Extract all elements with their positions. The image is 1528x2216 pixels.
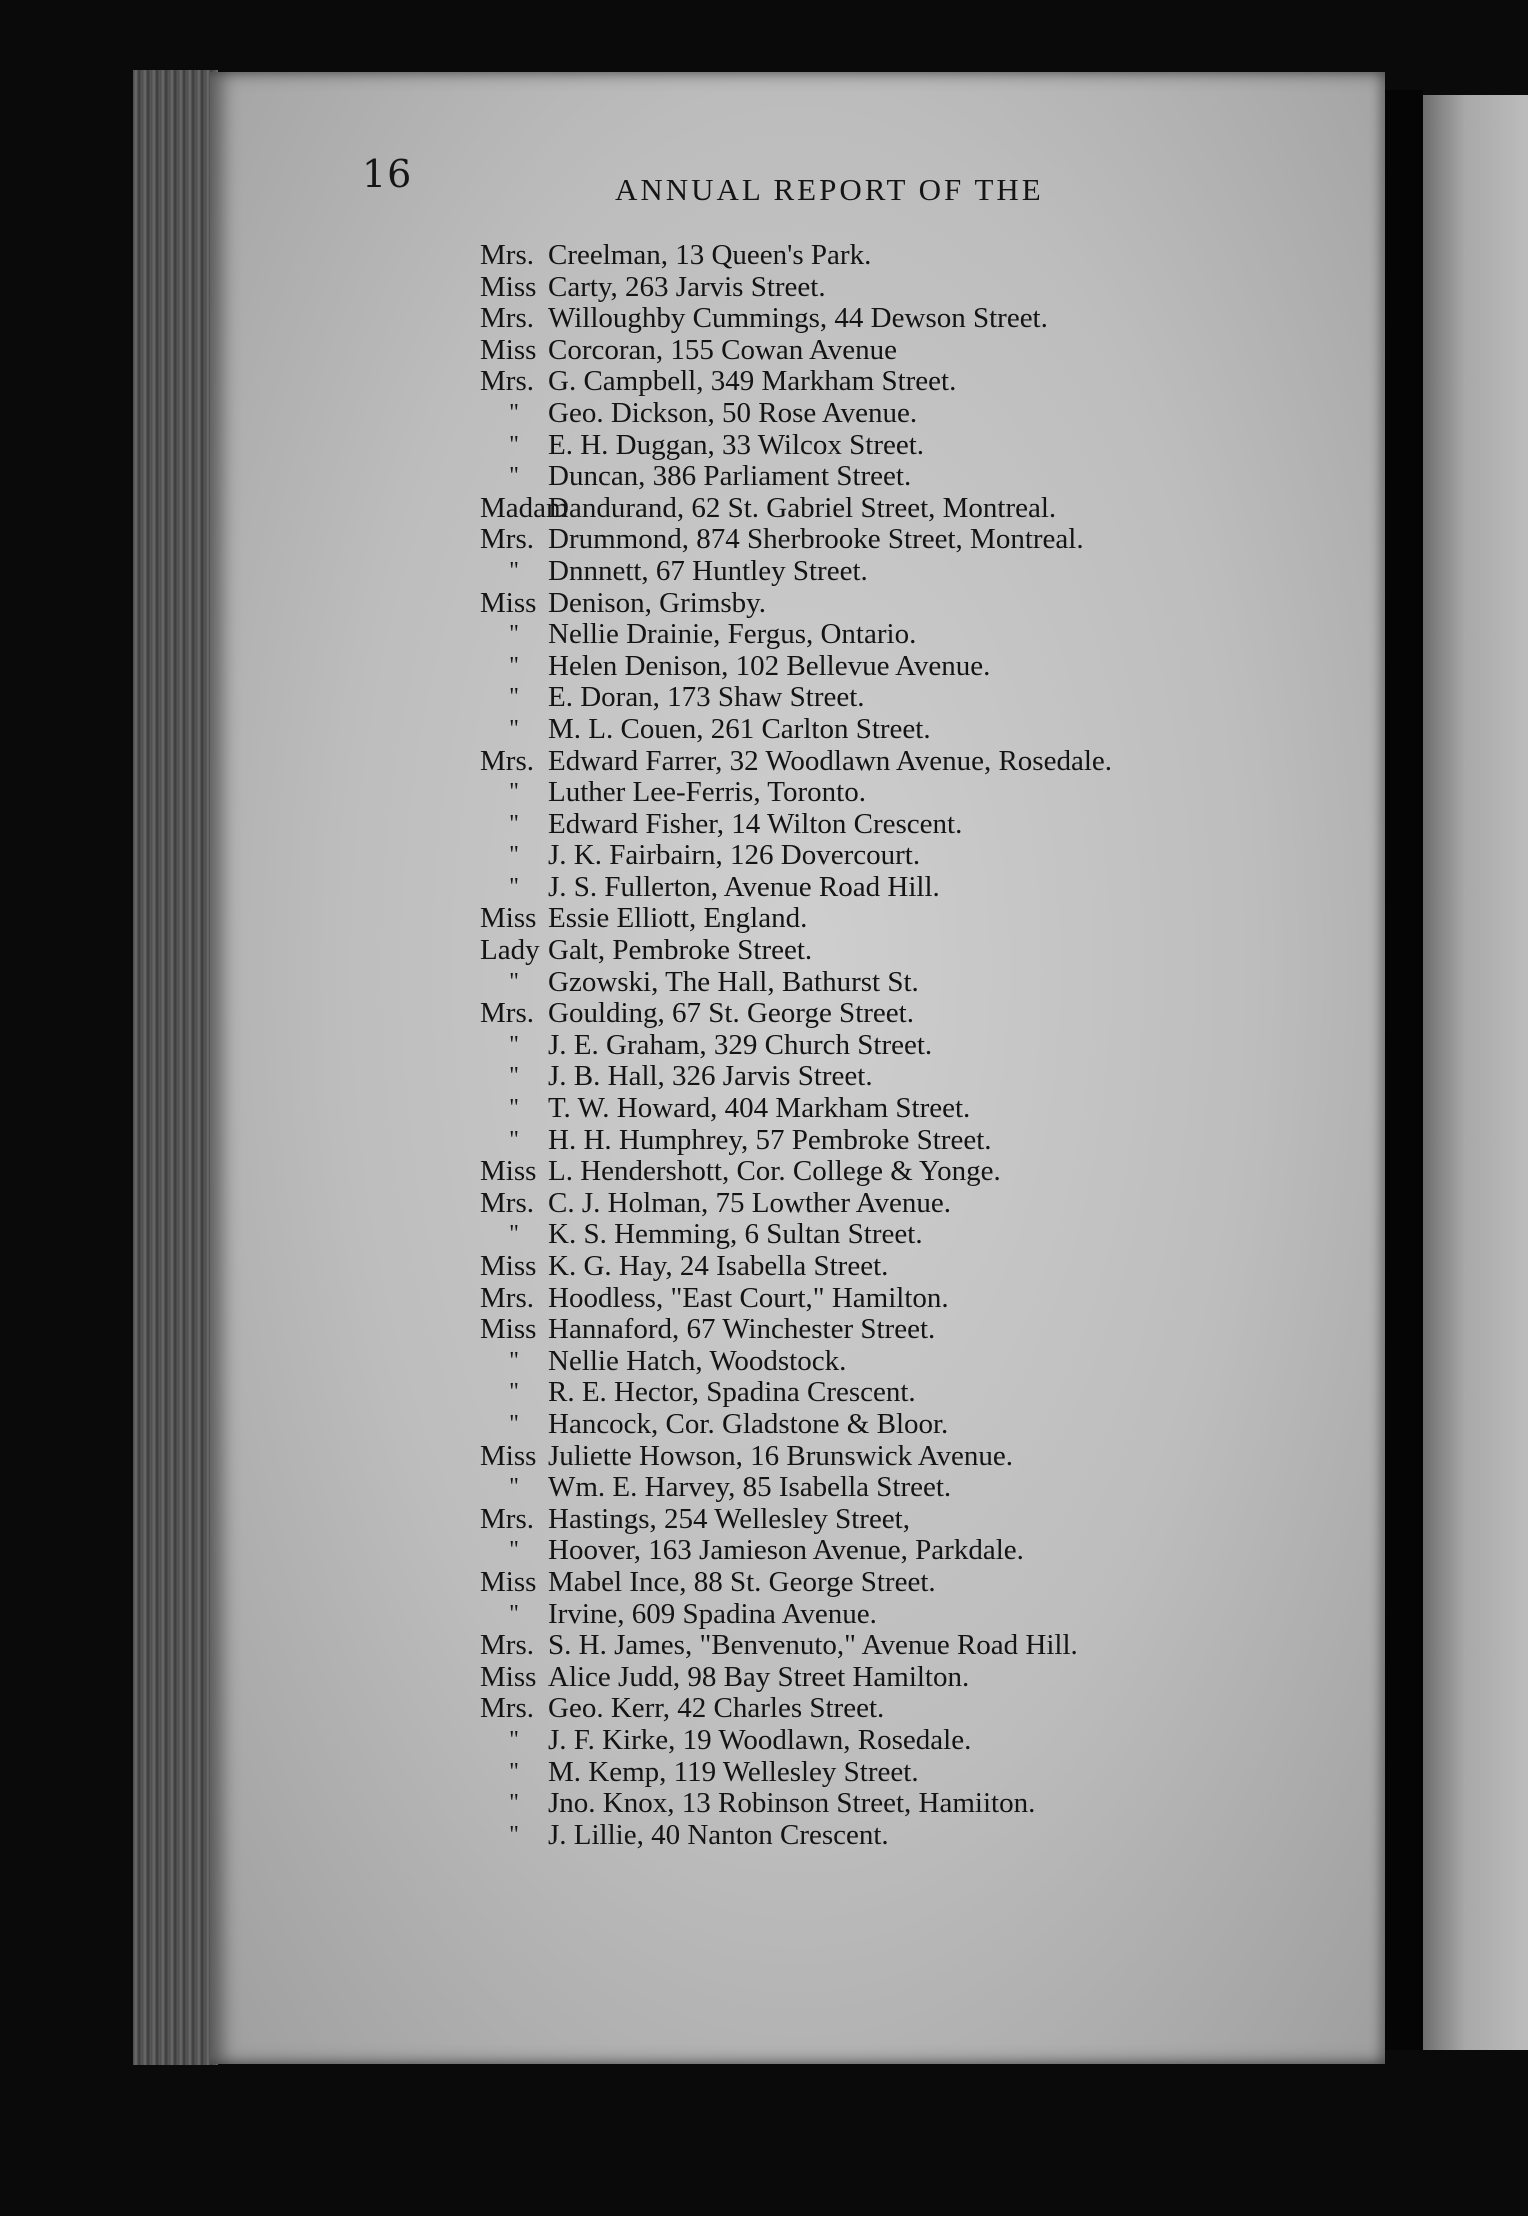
list-item: [480, 1219, 1360, 1251]
list-item: [480, 777, 1360, 809]
entry-prefix: ": [509, 1821, 519, 1848]
entry-text: H. H. Humphrey, 57 Pembroke Street.: [548, 1123, 992, 1156]
entry-text: E. Doran, 173 Shaw Street.: [548, 681, 865, 714]
entry-prefix: Miss: [480, 1660, 537, 1693]
list-item: [480, 840, 1360, 872]
list-item: [480, 1504, 1360, 1536]
entry-text: Juliette Howson, 16 Brunswick Avenue.: [548, 1439, 1014, 1472]
entry-prefix: ": [509, 1095, 519, 1122]
entry-text: Essie Elliott, England.: [548, 902, 808, 935]
entry-text: K. G. Hay, 24 Isabella Street.: [548, 1250, 889, 1282]
entry-prefix: ": [509, 1063, 519, 1090]
page-number: 16: [362, 152, 413, 196]
entry-text: Willoughby Cummings, 44 Dewson Street.: [548, 302, 1048, 335]
entry-text: R. E. Hector, Spadina Crescent.: [548, 1376, 916, 1409]
entry-prefix: ": [509, 715, 519, 742]
entry-text: Nellie Drainie, Fergus, Ontario.: [548, 618, 917, 651]
entry-text: Edward Farrer, 32 Woodlawn Avenue, Rosedale.: [548, 744, 1112, 777]
list-item: [480, 1283, 1360, 1315]
list-item: [480, 366, 1360, 398]
list-item: [480, 1061, 1360, 1093]
entry-text: M. L. Couen, 261 Carlton Street.: [548, 712, 931, 745]
list-item: [480, 682, 1360, 714]
facing-page-edge: [1423, 95, 1528, 2050]
page-edges: [133, 70, 218, 2065]
entry-text: Luther Lee-Ferris, Toronto.: [548, 776, 866, 809]
entry-text: Alice Judd, 98 Bay Street Hamilton.: [548, 1660, 970, 1693]
entry-prefix: ": [509, 1379, 519, 1406]
entry-text: Denison, Grimsby.: [548, 586, 767, 619]
entry-text: Dnnnett, 67 Huntley Street.: [548, 554, 868, 587]
list-item: [480, 493, 1360, 525]
list-item: [480, 588, 1360, 620]
entry-prefix: ": [509, 1790, 519, 1817]
entry-prefix: Mrs.: [480, 744, 534, 777]
entry-text: Drummond, 874 Sherbrooke Street, Montreal.: [548, 523, 1084, 556]
list-item: [480, 1535, 1360, 1567]
entry-prefix: ": [509, 1126, 519, 1153]
entry-prefix: Mrs.: [480, 239, 534, 271]
entry-prefix: ": [509, 1537, 519, 1564]
entry-prefix: Mrs.: [480, 365, 534, 398]
book-gutter: [1385, 90, 1423, 2050]
list-item: [480, 935, 1360, 967]
entry-prefix: ": [509, 1600, 519, 1627]
entry-text: J. B. Hall, 326 Jarvis Street.: [548, 1060, 873, 1093]
list-item: [480, 1125, 1360, 1157]
entry-prefix: ": [509, 431, 519, 458]
entry-prefix: Miss: [480, 902, 537, 935]
list-item: [480, 430, 1360, 462]
entry-prefix: ": [509, 1726, 519, 1753]
entry-prefix: Mrs.: [480, 1281, 534, 1314]
list-item: [480, 524, 1360, 556]
list-item: [480, 1567, 1360, 1599]
list-item: [480, 651, 1360, 683]
entry-prefix: ": [509, 1474, 519, 1501]
list-item: [480, 240, 1360, 272]
list-item: [480, 1472, 1360, 1504]
entry-text: J. F. Kirke, 19 Woodlawn, Rosedale.: [548, 1723, 972, 1756]
entry-text: G. Campbell, 349 Markham Street.: [548, 365, 957, 398]
list-item: [480, 714, 1360, 746]
entry-prefix: ": [509, 557, 519, 584]
entry-text: Hoodless, "East Court," Hamilton.: [548, 1281, 949, 1314]
entry-text: Helen Denison, 102 Bellevue Avenue.: [548, 649, 991, 682]
list-item: [480, 1725, 1360, 1757]
entry-prefix: ": [509, 621, 519, 648]
entry-text: T. W. Howard, 404 Markham Street.: [548, 1092, 971, 1125]
list-item: [480, 1662, 1360, 1694]
member-list: [480, 240, 1360, 1851]
list-item: [480, 1820, 1360, 1852]
list-item: [480, 1093, 1360, 1125]
entry-text: J. Lillie, 40 Nanton Crescent.: [548, 1818, 889, 1851]
entry-prefix: Miss: [480, 333, 537, 366]
entry-text: Nellie Hatch, Woodstock.: [548, 1344, 847, 1377]
list-item: [480, 998, 1360, 1030]
entry-prefix: Miss: [480, 586, 537, 619]
entry-prefix: ": [509, 1410, 519, 1437]
entry-prefix: ": [509, 842, 519, 869]
entry-text: Hastings, 254 Wellesley Street,: [548, 1502, 910, 1535]
list-item: [480, 1251, 1360, 1283]
entry-prefix: Miss: [480, 1565, 537, 1598]
list-item: [480, 872, 1360, 904]
entry-prefix: ": [509, 1221, 519, 1248]
list-item: [480, 1030, 1360, 1062]
list-item: [480, 903, 1360, 935]
entry-text: Creelman, 13 Queen's Park.: [548, 239, 872, 271]
entry-text: M. Kemp, 119 Wellesley Street.: [548, 1755, 919, 1788]
entry-prefix: Madam: [480, 491, 569, 524]
entry-text: Edward Fisher, 14 Wilton Crescent.: [548, 807, 963, 840]
entry-text: J. E. Graham, 329 Church Street.: [548, 1028, 933, 1061]
entry-prefix: ": [509, 810, 519, 837]
list-item: [480, 335, 1360, 367]
entry-prefix: ": [509, 873, 519, 900]
entry-text: K. S. Hemming, 6 Sultan Street.: [548, 1218, 923, 1251]
list-item: [480, 272, 1360, 304]
entry-text: Hancock, Cor. Gladstone & Bloor.: [548, 1407, 949, 1440]
list-item: [480, 1441, 1360, 1473]
entry-text: Gzowski, The Hall, Bathurst St.: [548, 965, 919, 998]
list-item: [480, 746, 1360, 778]
list-item: [480, 1377, 1360, 1409]
list-item: [480, 1630, 1360, 1662]
entry-prefix: Mrs.: [480, 523, 534, 556]
list-item: [480, 1314, 1360, 1346]
entry-text: Galt, Pembroke Street.: [548, 934, 813, 967]
list-item: [480, 1188, 1360, 1220]
entry-prefix: ": [509, 1758, 519, 1785]
entry-prefix: ": [509, 684, 519, 711]
list-item: [480, 967, 1360, 999]
list-item: [480, 1757, 1360, 1789]
entry-prefix: ": [509, 463, 519, 490]
entry-text: E. H. Duggan, 33 Wilcox Street.: [548, 428, 925, 461]
entry-text: Geo. Dickson, 50 Rose Avenue.: [548, 396, 918, 429]
entry-text: S. H. James, "Benvenuto," Avenue Road Hill.: [548, 1629, 1078, 1662]
entry-text: J. K. Fairbairn, 126 Dovercourt.: [548, 839, 921, 872]
entry-prefix: Miss: [480, 1313, 537, 1346]
entry-text: C. J. Holman, 75 Lowther Avenue.: [548, 1186, 951, 1219]
list-item: [480, 398, 1360, 430]
entry-text: Wm. E. Harvey, 85 Isabella Street.: [548, 1471, 952, 1504]
entry-prefix: Miss: [480, 1155, 537, 1188]
entry-text: J. S. Fullerton, Avenue Road Hill.: [548, 870, 940, 903]
entry-prefix: Mrs.: [480, 302, 534, 335]
entry-prefix: Mrs.: [480, 1186, 534, 1219]
list-item: [480, 1346, 1360, 1378]
running-head: ANNUAL REPORT OF THE: [615, 172, 1044, 207]
entry-text: Hannaford, 67 Winchester Street.: [548, 1313, 936, 1346]
entry-prefix: ": [509, 1031, 519, 1058]
entry-prefix: ": [509, 968, 519, 995]
list-item: [480, 1156, 1360, 1188]
list-item: [480, 303, 1360, 335]
list-item: [480, 619, 1360, 651]
entry-prefix: ": [509, 652, 519, 679]
entry-prefix: Mrs.: [480, 1502, 534, 1535]
entry-prefix: Mrs.: [480, 1692, 534, 1725]
entry-text: Duncan, 386 Parliament Street.: [548, 460, 912, 493]
list-item: [480, 1788, 1360, 1820]
list-item: [480, 1693, 1360, 1725]
entry-prefix: ": [509, 399, 519, 426]
entry-prefix: ": [509, 779, 519, 806]
entry-text: Mabel Ince, 88 St. George Street.: [548, 1565, 936, 1598]
entry-prefix: Miss: [480, 1439, 537, 1472]
entry-prefix: Lady: [480, 934, 540, 967]
entry-text: Geo. Kerr, 42 Charles Street.: [548, 1692, 885, 1725]
list-item: [480, 461, 1360, 493]
list-item: [480, 1409, 1360, 1441]
entry-text: L. Hendershott, Cor. College & Yonge.: [548, 1155, 1001, 1188]
entry-prefix: Miss: [480, 270, 537, 303]
entry-prefix: Mrs.: [480, 997, 534, 1030]
entry-prefix: ": [509, 1347, 519, 1374]
entry-text: Dandurand, 62 St. Gabriel Street, Montreal.: [548, 491, 1057, 524]
entry-text: Carty, 263 Jarvis Street.: [548, 270, 826, 303]
entry-text: Jno. Knox, 13 Robinson Street, Hamiiton.: [548, 1787, 1036, 1820]
list-item: [480, 809, 1360, 841]
entry-text: Corcoran, 155 Cowan Avenue: [548, 333, 897, 366]
entry-prefix: Mrs.: [480, 1629, 534, 1662]
list-item: [480, 556, 1360, 588]
entry-text: Hoover, 163 Jamieson Avenue, Parkdale.: [548, 1534, 1024, 1567]
entry-text: Irvine, 609 Spadina Avenue.: [548, 1597, 877, 1630]
entry-text: Goulding, 67 St. George Street.: [548, 997, 914, 1030]
list-item: [480, 1599, 1360, 1631]
entry-prefix: Miss: [480, 1250, 537, 1282]
